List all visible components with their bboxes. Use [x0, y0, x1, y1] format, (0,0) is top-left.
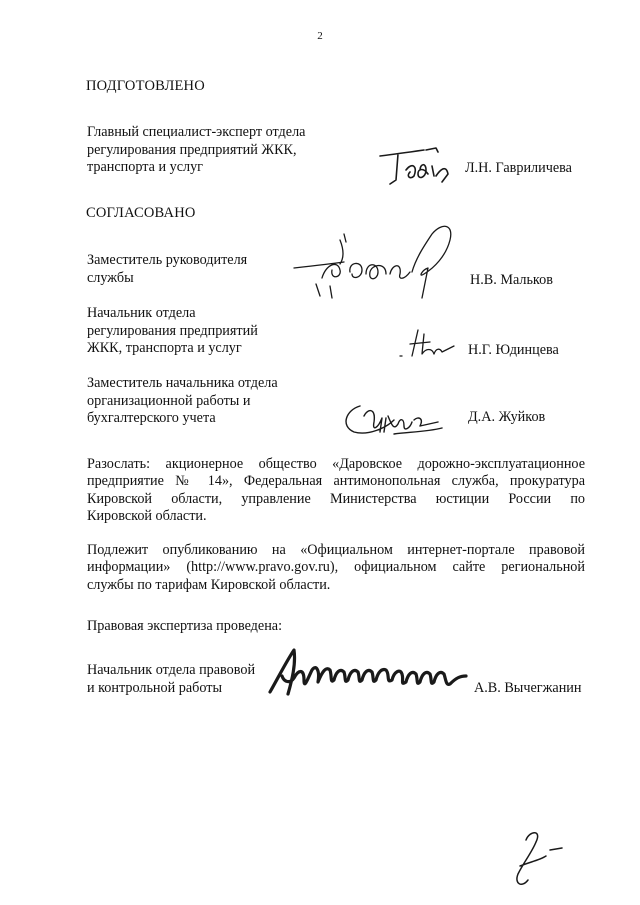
paragraph-line: предприятие № 14», Федеральная антимонопольная служба, прокуратура	[87, 473, 585, 490]
legal-review-statement: Правовая экспертиза проведена:	[87, 618, 283, 634]
signature-vychegzhanin	[264, 640, 474, 702]
position-line: Начальник отдела	[87, 305, 196, 321]
signatory-position	[87, 375, 278, 428]
position-line: Заместитель руководителя	[87, 252, 248, 268]
page-number: 2	[317, 30, 323, 42]
signature-yudintseva	[396, 324, 462, 364]
position-line: регулирования предприятий ЖКК,	[87, 141, 297, 158]
paragraph-line: службы по тарифам Кировской области.	[87, 576, 331, 593]
paragraph-line: Подлежит опубликованию на «Официальном интернет-портале правовой	[87, 542, 585, 558]
position-line: службы	[87, 269, 134, 286]
paragraph-line: Кировской области.	[87, 508, 207, 525]
legal-review-name: А.В. Вычегжанин	[474, 680, 582, 696]
position-line: транспорта и услуг	[87, 159, 203, 175]
position-line: Главный специалист-эксперт отдела	[87, 124, 306, 140]
position-line: Начальник отдела правовой	[87, 662, 256, 678]
signatory-position	[87, 252, 247, 287]
position-line: и контрольной работы	[87, 679, 222, 696]
legal-review-position	[87, 662, 255, 697]
signature-zhuykov	[338, 398, 450, 442]
position-line: Заместитель начальника отдела	[87, 375, 278, 391]
distribution-paragraph	[87, 456, 585, 526]
agreed-heading: СОГЛАСОВАНО	[86, 205, 196, 221]
position-line: регулирования предприятий	[87, 322, 258, 339]
position-line: бухгалтерского учета	[87, 410, 216, 426]
prepared-position	[87, 124, 305, 177]
prepared-heading: ПОДГОТОВЛЕНО	[86, 78, 205, 94]
paragraph-line: информации» (http://www.pravo.gov.ru), официальном сайте региональной	[87, 559, 585, 576]
signatory-name: Н.В. Мальков	[470, 272, 553, 288]
signature-gavrilicheva	[376, 140, 460, 192]
signatory-name: Н.Г. Юдинцева	[468, 342, 559, 358]
initials-mark	[506, 826, 572, 894]
signatory-name: Д.А. Жуйков	[468, 409, 546, 425]
paragraph-line: Кировской области, управление Министерства юстиции России по	[87, 490, 585, 507]
signatory-position	[87, 305, 258, 358]
signature-malkov	[286, 216, 458, 308]
publication-paragraph	[87, 542, 585, 594]
paragraph-line: Разослать: акционерное общество «Даровское дорожно-эксплуатационное	[87, 456, 585, 472]
position-line: ЖКК, транспорта и услуг	[87, 340, 242, 356]
position-line: организационной работы и	[87, 392, 251, 409]
prepared-name: Л.Н. Гавриличева	[465, 160, 572, 176]
